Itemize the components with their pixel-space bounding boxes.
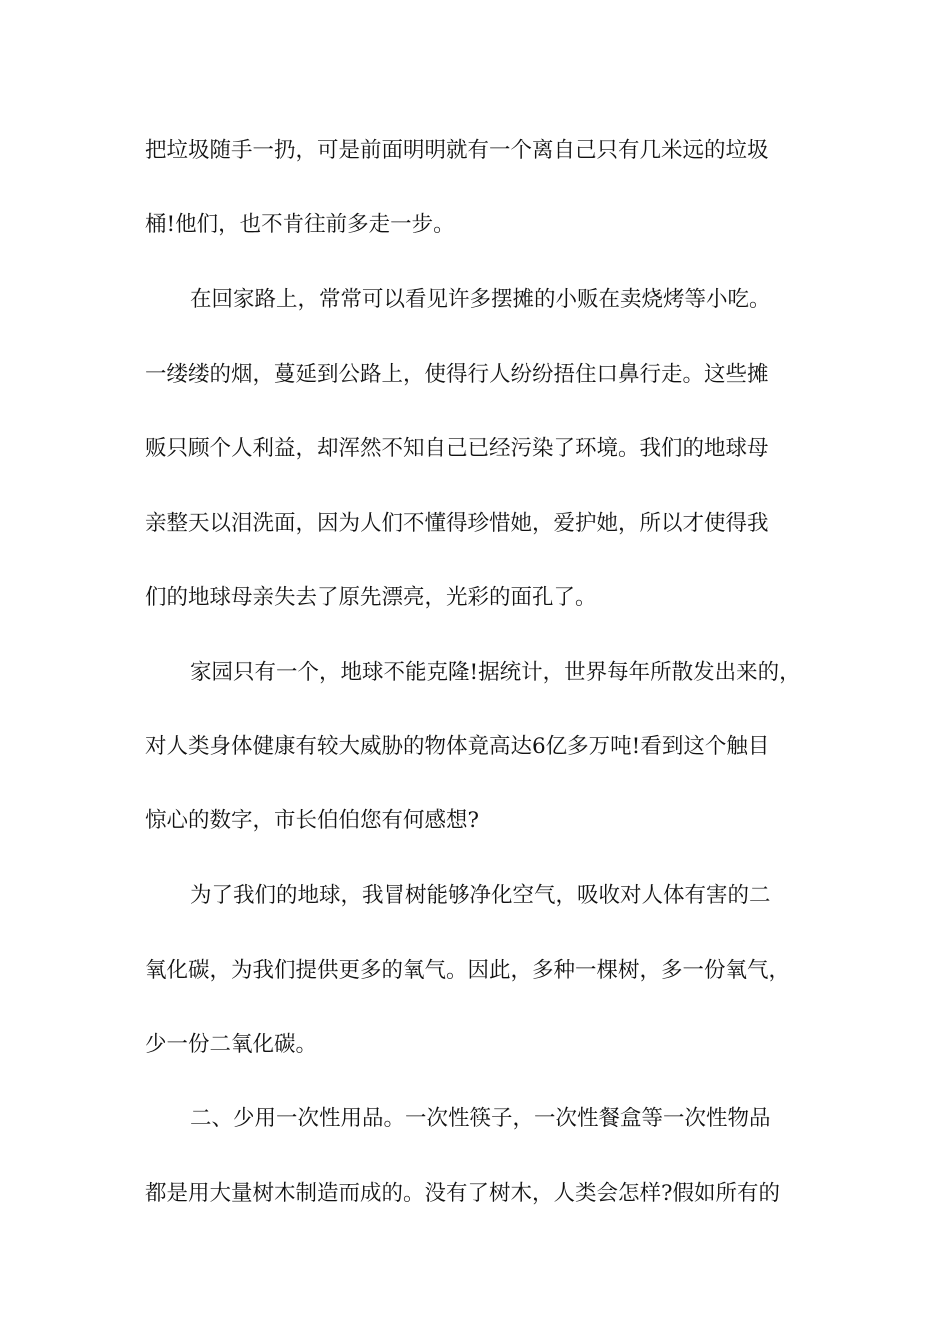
paragraph-start-line: 家园只有一个，地球不能克隆!据统计，世界每年所散发出来的， xyxy=(190,660,801,685)
text-line: 惊心的数字，市长伯伯您有何感想? xyxy=(145,808,480,833)
text-line: 把垃圾随手一扔，可是前面明明就有一个离自己只有几米远的垃圾 xyxy=(145,138,769,163)
text-line: 们的地球母亲失去了原先漂亮，光彩的面孔了。 xyxy=(145,585,597,610)
text-line: 亲整天以泪洗面，因为人们不懂得珍惜她，爱护她，所以才使得我 xyxy=(145,511,769,536)
text-line: 少一份二氧化碳。 xyxy=(145,1032,318,1057)
text-line: 氧化碳，为我们提供更多的氧气。因此，多种一棵树，多一份氧气， xyxy=(145,958,791,983)
text-line: 桶!他们，也不肯往前多走一步。 xyxy=(145,212,455,237)
paragraph-start-line: 在回家路上，常常可以看见许多摆摊的小贩在卖烧烤等小吃。 xyxy=(190,287,771,312)
text-line: 都是用大量树木制造而成的。没有了树木，人类会怎样?假如所有的 xyxy=(145,1181,781,1206)
paragraph-start-line: 二、少用一次性用品。一次性筷子，一次性餐盒等一次性物品 xyxy=(190,1106,771,1131)
text-line: 贩只顾个人利益，却浑然不知自己已经污染了环境。我们的地球母 xyxy=(145,436,769,461)
paragraph-start-line: 为了我们的地球，我冒树能够净化空气，吸收对人体有害的二 xyxy=(190,883,771,908)
text-line: 对人类身体健康有较大威胁的物体竟高达6亿多万吨!看到这个触目 xyxy=(145,734,770,759)
text-line: 一缕缕的烟，蔓延到公路上，使得行人纷纷捂住口鼻行走。这些摊 xyxy=(145,362,769,387)
